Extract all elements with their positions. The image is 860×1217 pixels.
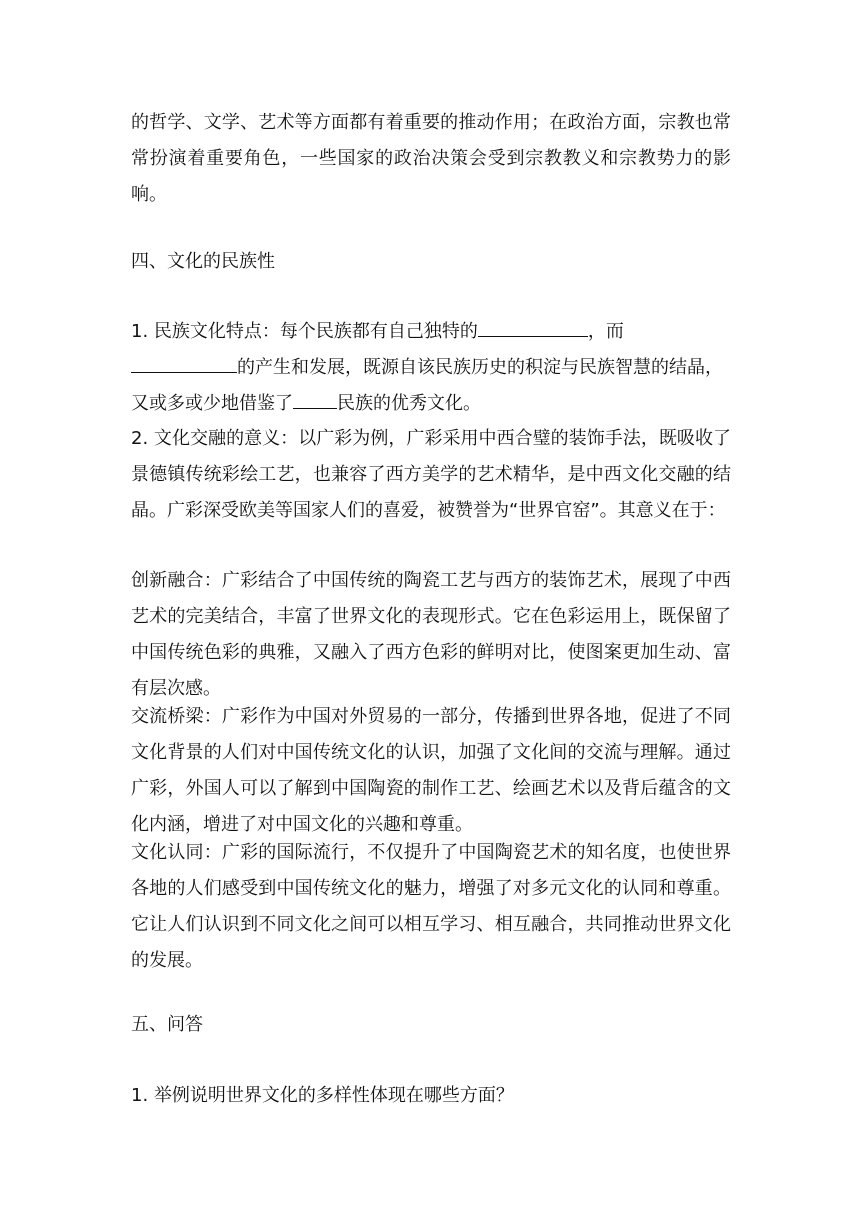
item-1-text-d: 民族的优秀文化。	[337, 393, 481, 414]
identity-paragraph: 文化认同：广彩的国际流行，不仅提升了中国陶瓷艺术的知名度，也使世界各地的人们感受到中国传统文化的魅力，增强了对多元文化的认同和尊重。它让人们认识到不同文化之间可以相互学习、相互融合，共同推动世界文化的发展。	[131, 842, 731, 971]
item-1-text-a: 1. 民族文化特点：每个民族都有自己独特的	[131, 321, 478, 342]
fill-blank-1[interactable]	[478, 316, 588, 337]
bridge-paragraph: 交流桥梁：广彩作为中国对外贸易的一部分，传播到世界各地，促进了不同文化背景的人们对中国传统文化的认识，加强了文化间的交流与理解。通过广彩，外国人可以了解到中国陶瓷的制作工艺、绘画艺术以及背后蕴含的文化内涵，增进了对中国文化的兴趣和尊重。	[131, 706, 731, 835]
intro-paragraph: 的哲学、文学、艺术等方面都有着重要的推动作用；在政治方面，宗教也常常扮演着重要角色，一些国家的政治决策会受到宗教教义和宗教势力的影响。	[131, 112, 731, 205]
section-4-item-1	[131, 314, 731, 422]
item-1-text-b: ，而	[587, 321, 624, 342]
item-1-text-c: 的产生和发展，既源自该民族历史的积淀与民族智慧的结晶，又或多或少地借鉴了	[131, 357, 723, 414]
innovation-paragraph: 创新融合：广彩结合了中国传统的陶瓷工艺与西方的装饰艺术，展现了中西艺术的完美结合，丰富了世界文化的表现形式。它在色彩运用上，既保留了中国传统色彩的典雅，又融入了西方色彩的鲜明对比，使图案更加生动、富有层次感。	[131, 570, 731, 699]
fill-blank-3[interactable]	[293, 388, 337, 409]
question-1: 1. 举例说明世界文化的多样性体现在哪些方面？	[131, 1085, 514, 1106]
fill-blank-2[interactable]	[131, 352, 237, 373]
section-4-title: 四、文化的民族性	[131, 251, 275, 272]
section-4-item-2: 2. 文化交融的意义：以广彩为例，广彩采用中西合璧的装饰手法，既吸收了景德镇传统彩绘工艺，也兼容了西方美学的艺术精华，是中西文化交融的结晶。广彩深受欧美等国家人们的喜爱，被赞誉为“世界官窑”。其意义在于：	[131, 428, 731, 521]
section-5-title: 五、问答	[131, 1014, 203, 1035]
